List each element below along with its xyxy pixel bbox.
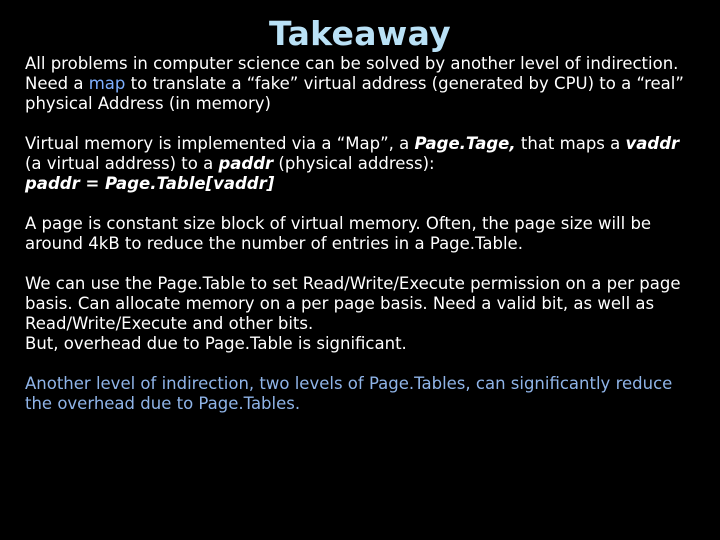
paragraph-two-levels: Another level of indirection, two levels of Page.Tables, can significantly reduce the overhead due to Page.Tables. [25,374,673,413]
paragraph-map [25,74,695,114]
vm-text-a: Virtual memory is implemented via a “Map”, a [25,134,415,153]
paragraph-indirection: All problems in computer science can be solved by another level of indirection. [25,54,679,73]
vm-text-e: (a virtual address) to a [25,154,219,173]
vm-paddr-term: paddr [218,154,274,173]
vm-text-c: that maps a [515,134,626,153]
paragraph-permissions: We can use the Page.Table to set Read/Write/Execute permission on a per page basis. Can allocate memory on a per page basis. Need a valid bit, as well as Read/Write/Execute and other bits. [25,274,681,333]
map-highlight: map [88,74,126,93]
vm-text-g: (physical address): [273,154,435,173]
vm-pagetable-term: Page.Tage, [414,134,516,153]
slide-title: Takeaway [269,14,451,53]
paragraph-virtual-memory [25,134,695,174]
slide-body [25,54,695,414]
paragraph-overhead: But, overhead due to Page.Table is significant. [25,334,407,353]
vm-vaddr-term: vaddr [625,134,680,153]
formula-line: paddr = Page.Table[vaddr] [25,174,275,193]
paragraph-page-size: A page is constant size block of virtual memory. Often, the page size will be around 4kB to reduce the number of entries in a Page.Table. [25,214,652,253]
map-text-c: to translate a “fake” virtual address (generated by CPU) to a “real” physical Address (in memory) [25,74,684,113]
map-text-a: Need a [25,74,89,93]
